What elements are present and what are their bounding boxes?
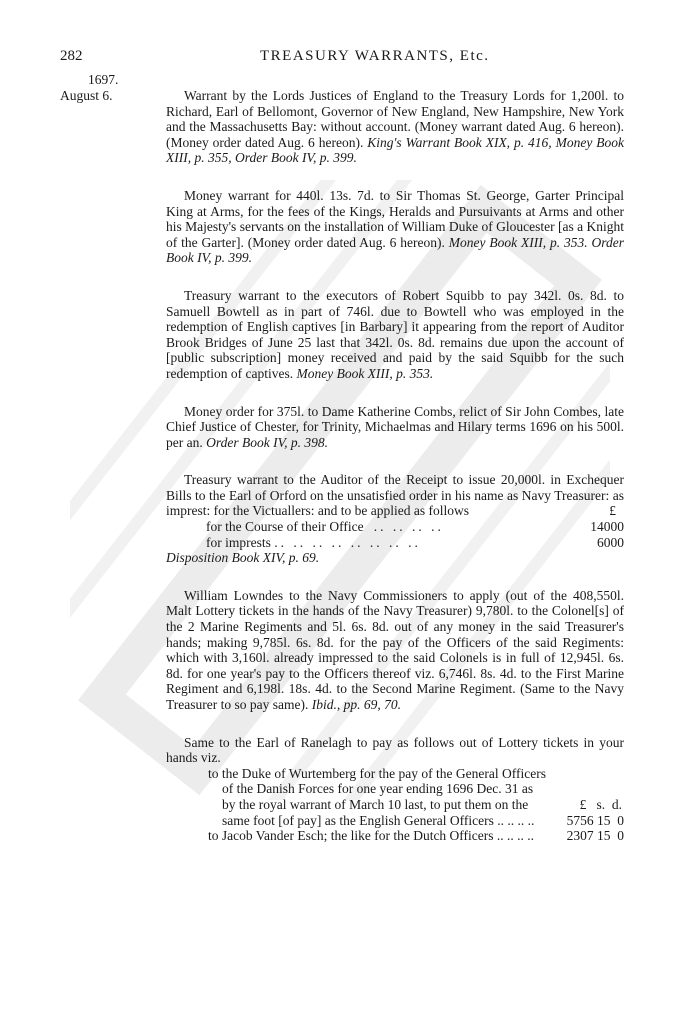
entry-text: William Lowndes to the Navy Commissioners to apply (out of the 408,550l. Malt Lottery tickets in the hands of the Navy Treasurer) 9,780l. to the Colonel[s] of the 2 Marine Regiments and 5l. 6s. 8d. out of any money in the said Treasurer's hands; making 9,785l. 6s. 8d. for the pay of the Officers of the said Regiments: which with 3,160l. already impressed to the said Colonels is in full of 12,945l. 6s. 8d. for one year's pay to the Officers thereof viz. 6,746l. 8s. 4d. to the First Marine Regiment and 6,198l. 18s. 4d. to the Second Marine Regiment. (Same to the Navy Treasurer to so pay same). — [166, 587, 624, 712]
entry-paragraph — [166, 88, 624, 166]
currency-symbol: £ — [609, 503, 616, 519]
entry-reference: Ibid., pp. 69, 70. — [311, 697, 401, 712]
entry-paragraph — [166, 472, 624, 566]
entry-text: Money order for 375l. to Dame Katherine Combs, relict of Sir John Combes, late Chief Justice of Chester, for Trinity, Michaelmas and Hilary terms 1696 on his 500l. per an. — [166, 403, 624, 450]
entry-reference: Money Book XIII, p. 353. — [296, 365, 434, 381]
payment-table — [208, 766, 624, 844]
entry-text: Same to the Earl of Ranelagh to pay as follows out of Lottery tickets in your hands viz. — [166, 734, 624, 766]
running-title: TREASURY WARRANTS, Etc. — [260, 48, 490, 64]
entry-reference: Order Book IV, p. 398. — [206, 434, 328, 450]
payment-amount: 2307 15 0 — [566, 828, 624, 844]
amount-label: for the Course of their Office .. .. .. .. — [206, 519, 444, 535]
entry-paragraph — [166, 735, 624, 844]
margin-year: 1697. — [88, 72, 119, 87]
margin-date: August 6. — [60, 88, 113, 103]
page-header — [60, 48, 620, 72]
page-number: 282 — [60, 48, 83, 64]
entry-paragraph — [166, 588, 624, 713]
margin-dates — [60, 72, 160, 104]
amount-row — [166, 535, 624, 551]
amount-value: 6000 — [597, 534, 624, 550]
table-row — [208, 766, 624, 828]
payment-amount: £ s. d. 5756 15 0 — [550, 797, 624, 828]
amount-row — [166, 519, 624, 535]
entry-text: Warrant by the Lords Justices of England to the Treasury Lords for 1,200l. to Richard, Earl of Bellomont, Governor of New England, New Hampshire, New York and the Massachusetts Bay: without account. (Money warrant dated Aug. 6 hereon). (Money order dated Aug. 6 hereon). — [166, 88, 624, 150]
payment-description: to Jacob Vander Esch; the like for the Dutch Officers .. .. .. .. — [208, 828, 535, 844]
entry-paragraph — [166, 188, 624, 266]
entry-text: Treasury warrant to the executors of Robert Squibb to pay 342l. 0s. 8d. to Samuell Bowtell as in part of 746l. due to Bowtell who was employed in the redemption of English captives [in Barbary] it appearing from the report of Auditor Brook Bridges of June 25 last that 342l. 0s. 8d. remains due upon the account of [public subscription] money received and paid by the said Squibb for the such redemption of captives. — [166, 287, 624, 381]
amount-value: 14000 — [590, 519, 624, 535]
main-content — [166, 88, 624, 844]
entry-text: Money warrant for 440l. 13s. 7d. to Sir Thomas St. George, Garter Principal King at Arms, for the fees of the Kings, Heralds and Pursuivants at Arms and other his Majesty's servants on the installation of William Duke of Gloucester [as a Knight of the Garter]. (Money order dated Aug. 6 hereon). — [166, 187, 624, 250]
entry-paragraph — [166, 404, 624, 451]
payment-description: to the Duke of Wurtemberg for the pay of the General Officers of the Danish Forces for one year ending 1696 Dec. 31 as by the royal warrant of March 10 last, to put them on the same foot [of pay] as the English General Officers .. .. .. .. — [208, 765, 546, 828]
table-row — [208, 828, 624, 844]
entry-reference: Disposition Book XIV, p. 69. — [166, 550, 320, 566]
entry-reference: King's Warrant Book XIX, p. 416, Money Book XIII, p. 355, Order Book IV, p. 399. — [166, 134, 624, 166]
currency-header: £ s. d. — [579, 796, 622, 812]
entry-reference: Money Book XIII, p. 353. Order Book IV, p. 399. — [166, 234, 624, 266]
entry-text: Treasury warrant to the Auditor of the Receipt to issue 20,000l. in Exchequer Bills to the Earl of Orford on the unsatisfied order in his name as Navy Treasurer: as imprest: for the Victuallers: and to be applied as follows £ — [166, 472, 624, 519]
entry-paragraph — [166, 288, 624, 382]
amount-label: for imprests .. .. .. .. .. .. .. .. — [206, 534, 421, 550]
